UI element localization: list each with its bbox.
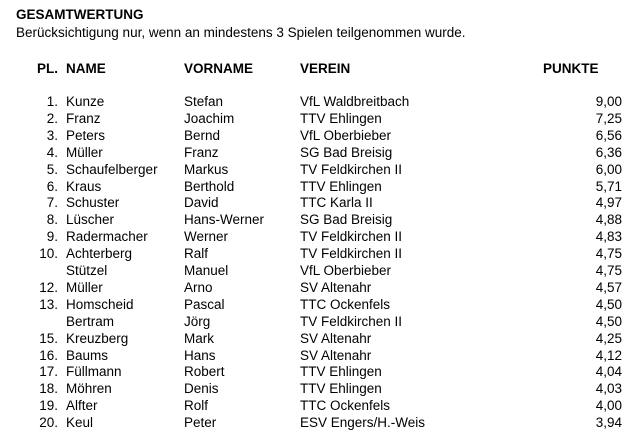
vorname-cell: Pascal <box>184 296 225 312</box>
verein-cell: SG Bad Breisig <box>300 212 393 228</box>
table-row <box>0 347 640 364</box>
punkte-cell: 7,25 <box>595 110 622 126</box>
name-cell: Kraus <box>66 178 102 194</box>
table-row <box>0 127 640 144</box>
page-subtitle: Berücksichtigung nur, wenn an mindestens 3 Spielen teilgenommen wurde. <box>16 25 466 40</box>
name-cell: Homscheid <box>66 296 134 312</box>
name-cell: Kunze <box>66 94 105 109</box>
column-header-name: NAME <box>66 61 106 76</box>
verein-cell: TTC Karla II <box>300 195 373 211</box>
name-cell: Schuster <box>66 195 120 211</box>
name-cell: Bertram <box>66 313 115 329</box>
vorname-cell: Robert <box>184 364 225 380</box>
rank-cell: 7. <box>46 195 58 211</box>
vorname-cell: Hans-Werner <box>184 212 265 228</box>
verein-cell: VfL Oberbieber <box>300 127 392 143</box>
verein-cell: TV Feldkirchen II <box>300 229 403 245</box>
vorname-cell: Mark <box>184 330 214 346</box>
table-row <box>0 161 640 178</box>
column-header-punkte: PUNKTE <box>543 61 599 76</box>
table-row <box>0 279 640 296</box>
rank-cell: 18. <box>39 381 58 397</box>
punkte-cell: 9,00 <box>595 94 622 109</box>
name-cell: Franz <box>66 110 101 126</box>
table-row <box>0 296 640 313</box>
name-cell: Radermacher <box>66 229 148 245</box>
table-row <box>0 93 640 110</box>
vorname-cell: Rolf <box>184 398 209 414</box>
name-cell: Müller <box>66 279 103 295</box>
vorname-cell: Bernd <box>184 127 221 143</box>
vorname-cell: Arno <box>184 279 213 295</box>
vorname-cell: Werner <box>184 229 229 245</box>
vorname-cell: Manuel <box>184 263 229 278</box>
rank-cell: 10. <box>39 246 58 262</box>
name-cell: Schaufelberger <box>66 161 158 177</box>
rank-cell: 13. <box>39 296 58 312</box>
vorname-cell: Denis <box>184 381 219 397</box>
name-cell: Lüscher <box>66 212 115 228</box>
name-cell: Peters <box>66 127 106 143</box>
column-header-platz: PL. <box>36 61 58 76</box>
name-cell: Möhren <box>66 381 112 397</box>
verein-cell: SG Bad Breisig <box>300 144 393 160</box>
punkte-cell: 4,97 <box>595 195 622 211</box>
verein-cell: TV Feldkirchen II <box>300 161 403 177</box>
rank-cell: 15. <box>39 330 58 346</box>
verein-cell: TTV Ehlingen <box>300 364 382 380</box>
vorname-cell: Jörg <box>184 313 211 329</box>
table-row <box>0 262 640 279</box>
vorname-cell: Joachim <box>184 110 235 126</box>
name-cell: Achterberg <box>66 246 133 262</box>
punkte-cell: 4,75 <box>595 263 622 278</box>
punkte-cell: 3,94 <box>595 415 622 431</box>
punkte-cell: 4,75 <box>595 246 622 262</box>
rank-cell: 6. <box>46 178 58 194</box>
name-cell: Baums <box>66 347 109 363</box>
punkte-cell: 4,57 <box>595 279 622 295</box>
punkte-cell: 4,25 <box>595 330 622 346</box>
verein-cell: SV Altenahr <box>300 330 372 346</box>
vorname-cell: David <box>184 195 219 211</box>
table-row <box>0 330 640 347</box>
verein-cell: VfL Oberbieber <box>300 263 392 278</box>
table-row <box>0 313 640 330</box>
rank-cell: 20. <box>39 415 58 431</box>
vorname-cell: Stefan <box>184 94 224 109</box>
name-cell: Keul <box>66 415 94 431</box>
table-row <box>0 144 640 161</box>
punkte-cell: 4,88 <box>595 212 622 228</box>
page-title: GESAMTWERTUNG <box>16 7 144 22</box>
rank-cell: 5. <box>46 161 58 177</box>
vorname-cell: Berthold <box>184 178 235 194</box>
verein-cell: ESV Engers/H.-Weis <box>300 415 426 431</box>
table-row <box>0 178 640 195</box>
vorname-cell: Markus <box>184 161 229 177</box>
rank-cell: 16. <box>39 347 58 363</box>
punkte-cell: 6,00 <box>595 161 622 177</box>
rank-cell: 19. <box>39 398 58 414</box>
table-row <box>0 194 640 211</box>
table-row <box>0 397 640 414</box>
rank-cell: 3. <box>46 127 58 143</box>
vorname-cell: Ralf <box>184 246 209 262</box>
verein-cell: TTV Ehlingen <box>300 110 382 126</box>
table-row <box>0 363 640 380</box>
rank-cell: 8. <box>46 212 58 228</box>
table-row <box>0 380 640 397</box>
rank-cell: 9. <box>46 229 58 245</box>
name-cell: Stützel <box>66 263 108 278</box>
verein-cell: SV Altenahr <box>300 347 372 363</box>
vorname-cell: Peter <box>184 415 217 431</box>
name-cell: Kreuzberg <box>66 330 129 346</box>
punkte-cell: 4,83 <box>595 229 622 245</box>
punkte-cell: 6,56 <box>595 127 622 143</box>
table-row <box>0 211 640 228</box>
rank-cell: 4. <box>46 144 58 160</box>
punkte-cell: 4,04 <box>595 364 622 380</box>
punkte-cell: 4,50 <box>595 296 622 312</box>
column-header-vorname: VORNAME <box>184 61 254 76</box>
table-row <box>0 414 640 431</box>
punkte-cell: 4,50 <box>595 313 622 329</box>
vorname-cell: Franz <box>184 144 219 160</box>
verein-cell: TTV Ehlingen <box>300 178 382 194</box>
verein-cell: VfL Waldbreitbach <box>300 94 410 109</box>
name-cell: Müller <box>66 144 103 160</box>
punkte-cell: 6,36 <box>595 144 622 160</box>
column-header-verein: VEREIN <box>300 61 351 76</box>
table-row <box>0 228 640 245</box>
table-row <box>0 245 640 262</box>
name-cell: Alfter <box>66 398 98 414</box>
verein-cell: TTC Ockenfels <box>300 398 391 414</box>
rank-cell: 17. <box>39 364 58 380</box>
punkte-cell: 4,03 <box>595 381 622 397</box>
punkte-cell: 4,00 <box>595 398 622 414</box>
name-cell: Füllmann <box>66 364 122 380</box>
vorname-cell: Hans <box>184 347 216 363</box>
rank-cell: 1. <box>46 94 58 109</box>
verein-cell: TV Feldkirchen II <box>300 246 403 262</box>
table-row <box>0 110 640 127</box>
punkte-cell: 5,71 <box>595 178 622 194</box>
verein-cell: TTC Ockenfels <box>300 296 391 312</box>
verein-cell: SV Altenahr <box>300 279 372 295</box>
punkte-cell: 4,12 <box>595 347 622 363</box>
rank-cell: 12. <box>39 279 58 295</box>
rank-cell: 2. <box>46 110 58 126</box>
verein-cell: TTV Ehlingen <box>300 381 382 397</box>
verein-cell: TV Feldkirchen II <box>300 313 403 329</box>
